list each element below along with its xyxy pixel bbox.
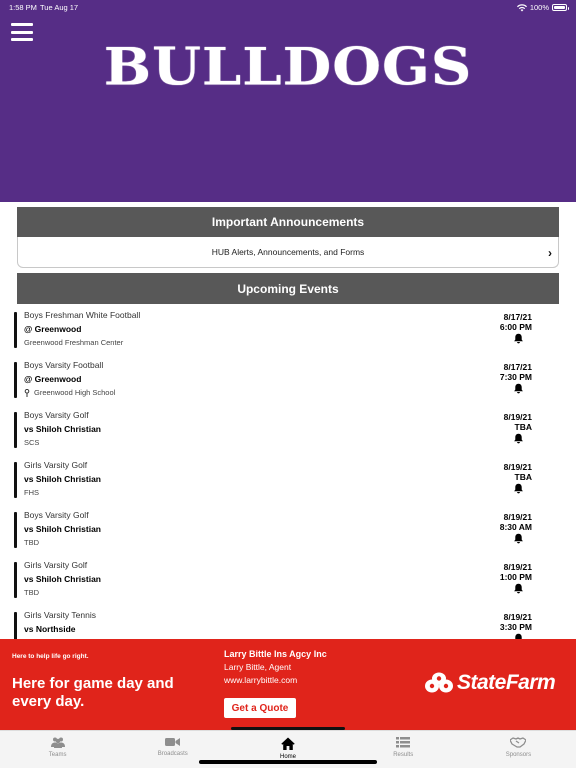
home-indicator — [199, 760, 377, 764]
event-row[interactable] — [14, 404, 562, 454]
event-opponent: vs Shiloh Christian — [24, 474, 101, 484]
announcements-title: Important Announcements — [211, 215, 365, 229]
event-time: 1:00 PM — [499, 572, 532, 582]
list-icon — [396, 737, 410, 748]
events-title: Upcoming Events — [237, 281, 339, 296]
event-opponent: @ Greenwood — [24, 324, 82, 334]
event-opponent: @ Greenwood — [24, 374, 82, 384]
battery-icon — [552, 4, 567, 11]
tab-label: Results — [393, 752, 414, 758]
status-right — [517, 3, 567, 12]
event-time: TBA — [514, 422, 532, 432]
status-date: Tue Aug 17 — [40, 3, 79, 12]
bell-icon[interactable] — [513, 433, 524, 444]
tab-label: Broadcasts — [157, 751, 188, 757]
bell-icon[interactable] — [513, 533, 524, 544]
handshake-icon — [510, 737, 526, 748]
event-opponent: vs Shiloh Christian — [24, 524, 101, 534]
home-icon — [281, 737, 295, 750]
team-logo: BULLDOGS — [103, 36, 473, 98]
event-time: 7:30 PM — [499, 372, 532, 382]
tab-label: Sponsors — [505, 752, 532, 758]
event-date: 8/17/21 — [503, 312, 532, 322]
event-accent-bar — [14, 362, 17, 398]
event-date: 8/19/21 — [503, 562, 532, 572]
event-row[interactable] — [14, 304, 562, 354]
ad-tagline-small: Here to help life go right. — [12, 653, 89, 660]
event-venue-label: SCS — [24, 438, 40, 447]
announcements-header — [17, 207, 559, 237]
event-venue — [24, 538, 39, 547]
event-opponent: vs Northside — [24, 624, 76, 634]
sponsor-ad-banner[interactable] — [0, 639, 576, 730]
tab-label: Home — [280, 754, 297, 760]
video-camera-icon — [165, 737, 180, 747]
menu-line — [11, 31, 33, 34]
event-row[interactable] — [14, 454, 562, 504]
chevron-right-icon: › — [548, 246, 552, 260]
event-opponent: vs Shiloh Christian — [24, 424, 101, 434]
event-venue-label: TBD — [24, 538, 39, 547]
wifi-icon — [517, 4, 527, 12]
event-venue-label: Greenwood Freshman Center — [24, 338, 124, 347]
event-accent-bar — [14, 562, 17, 598]
status-bar — [0, 0, 576, 14]
event-venue-label: TBD — [24, 588, 39, 597]
event-row[interactable] — [14, 504, 562, 554]
bell-icon[interactable] — [513, 483, 524, 494]
event-venue-label: Greenwood High School — [34, 388, 116, 397]
event-date: 8/19/21 — [503, 512, 532, 522]
state-farm-logo-icon — [424, 672, 454, 694]
event-sport: Girls Varsity Tennis — [24, 610, 96, 620]
event-date: 8/17/21 — [503, 362, 532, 372]
event-sport: Boys Varsity Golf — [24, 510, 89, 520]
event-venue — [24, 588, 39, 597]
battery-fill — [554, 6, 565, 9]
events-list[interactable] — [0, 304, 576, 639]
event-sport: Boys Varsity Football — [24, 360, 104, 370]
event-venue — [24, 488, 39, 497]
tab-sponsors[interactable] — [461, 731, 576, 768]
event-venue-label: FHS — [24, 488, 39, 497]
battery-percent: 100% — [529, 3, 549, 12]
event-venue — [24, 338, 123, 347]
event-opponent: vs Shiloh Christian — [24, 574, 101, 584]
event-accent-bar — [14, 312, 17, 348]
menu-line — [11, 23, 33, 26]
event-time: 6:00 PM — [499, 322, 532, 332]
event-accent-bar — [14, 612, 17, 639]
event-accent-bar — [14, 462, 17, 498]
ad-brand-name: StateFarm — [457, 671, 556, 694]
bell-icon[interactable] — [513, 383, 524, 394]
location-pin-icon — [24, 389, 30, 397]
event-sport: Girls Varsity Golf — [24, 560, 88, 570]
header — [0, 0, 576, 202]
announcements-link[interactable] — [17, 237, 559, 268]
event-row[interactable] — [14, 554, 562, 604]
tab-label: Teams — [48, 752, 67, 758]
ad-brand — [424, 671, 555, 695]
bell-icon[interactable] — [513, 333, 524, 344]
ad-tagline: Here for game day and every day. — [12, 675, 174, 710]
bell-icon[interactable] — [513, 583, 524, 594]
event-row[interactable] — [14, 604, 562, 639]
ad-url[interactable]: www.larrybittle.com — [224, 675, 298, 685]
announcements-link-label: HUB Alerts, Announcements, and Forms — [211, 247, 365, 257]
get-quote-button[interactable]: Get a Quote — [224, 698, 296, 718]
event-sport: Boys Varsity Golf — [24, 410, 89, 420]
teams-icon — [51, 737, 65, 748]
status-time: 1:58 PM — [9, 3, 37, 12]
event-accent-bar — [14, 412, 17, 448]
event-row[interactable] — [14, 354, 562, 404]
event-date: 8/19/21 — [503, 462, 532, 472]
event-sport: Boys Freshman White Football — [24, 310, 141, 320]
tab-teams[interactable] — [0, 731, 115, 768]
event-date: 8/19/21 — [503, 412, 532, 422]
event-time: 8:30 AM — [499, 522, 532, 532]
ad-agent-subtitle: Larry Bittle, Agent — [224, 662, 292, 672]
events-header — [17, 273, 559, 304]
event-venue — [24, 438, 39, 447]
event-sport: Girls Varsity Golf — [24, 460, 88, 470]
event-time: TBA — [514, 472, 532, 482]
event-accent-bar — [14, 512, 17, 548]
event-venue — [24, 388, 115, 397]
ad-agent-name: Larry Bittle Ins Agcy Inc — [224, 649, 327, 659]
event-time: 3:30 PM — [499, 622, 532, 632]
event-date: 8/19/21 — [503, 612, 532, 622]
